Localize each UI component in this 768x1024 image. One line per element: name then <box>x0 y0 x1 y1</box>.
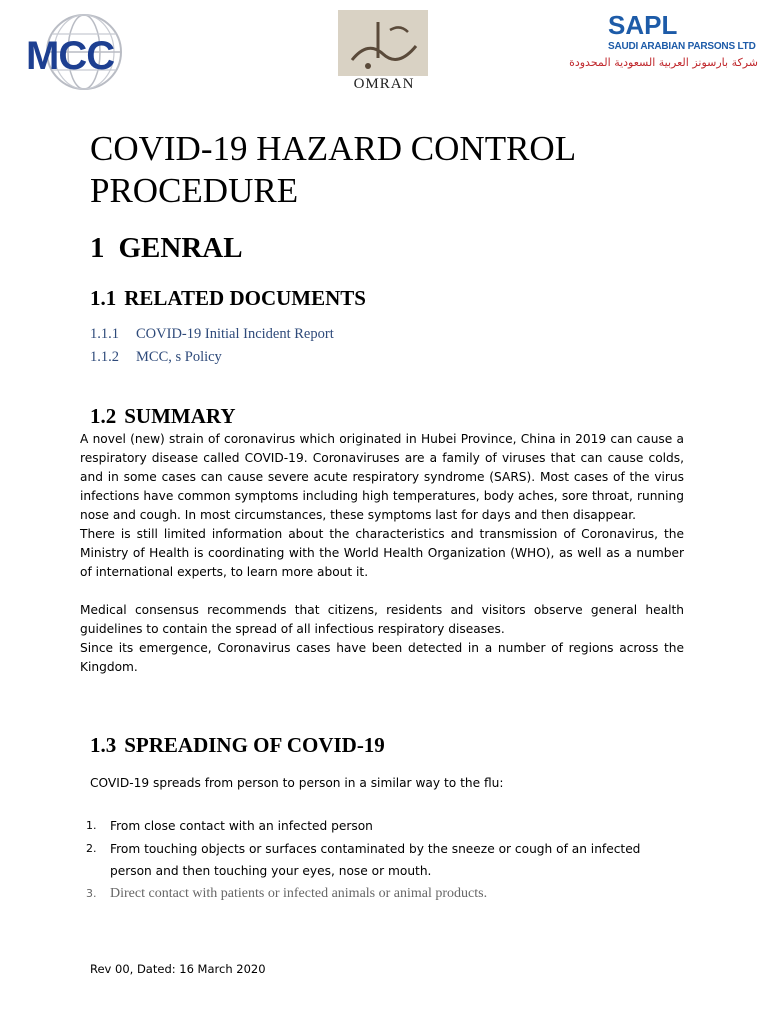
section-title: SPREADING OF COVID-19 <box>124 733 385 757</box>
mcc-logo <box>22 12 138 92</box>
section-1-1-heading <box>90 286 366 311</box>
list-item <box>86 883 666 906</box>
section-title: SUMMARY <box>124 404 236 428</box>
list-item <box>86 838 666 883</box>
section-1-heading <box>90 232 243 265</box>
section-number: 1.1 <box>90 286 117 310</box>
summary-text <box>80 430 684 677</box>
omran-emblem <box>338 10 428 76</box>
related-doc-item <box>90 349 222 366</box>
summary-paragraph: Since its emergence, Coronavirus cases have been detected in a number of regions across the Kingdom. <box>80 641 684 674</box>
list-number: 2. <box>86 841 97 855</box>
list-item <box>86 815 666 838</box>
sapl-logo-text: SAPL <box>608 10 678 40</box>
summary-paragraph: Medical consensus recommends that citizens, residents and visitors observe general health guidelines to contain the spread of all infectious respiratory diseases. <box>80 603 684 636</box>
item-number: 1.1.2 <box>90 349 119 365</box>
section-number: 1.3 <box>90 733 117 757</box>
sapl-company-name: SAUDI ARABIAN PARSONS LTD <box>608 41 756 52</box>
related-doc-item <box>90 326 334 343</box>
spreading-list <box>86 815 666 905</box>
document-title: COVID-19 HAZARD CONTROL PROCEDURE <box>90 129 575 210</box>
section-number: 1 <box>90 232 105 264</box>
mcc-logo-text: MCC <box>26 34 115 78</box>
list-number: 3. <box>86 886 97 900</box>
list-text: From touching objects or surfaces contaminated by the sneeze or cough of an infected person and then touching your eyes, nose or mouth. <box>110 841 641 878</box>
list-text: Direct contact with patients or infected animals or animal products. <box>110 885 488 901</box>
summary-paragraph: A novel (new) strain of coronavirus which originated in Hubei Province, China in 2019 can cause a respiratory disease called COVID-19. Coronaviruses are a family of viruses that can cause colds, and in some cases can cause severe acute respiratory syndrome (SARS). Most cases of the virus infections have common symptoms including high temperatures, body aches, sore throat, running nose and cough. In most circumstances, these symptoms last for days and then disappear. <box>80 432 684 522</box>
spreading-intro: COVID-19 spreads from person to person in a similar way to the flu: <box>90 776 504 790</box>
sapl-arabic-name: شركة بارسونز العربية السعودية المحدودة <box>569 56 758 69</box>
section-number: 1.2 <box>90 404 117 428</box>
omran-logo <box>336 10 432 96</box>
list-number: 1. <box>86 819 97 832</box>
item-text: COVID-19 Initial Incident Report <box>136 326 334 342</box>
sapl-logo <box>569 10 760 82</box>
section-title: GENRAL <box>118 232 243 264</box>
list-text: From close contact with an infected person <box>110 819 373 833</box>
item-text: MCC, s Policy <box>136 349 222 365</box>
section-title: RELATED DOCUMENTS <box>124 286 366 310</box>
omran-logo-text: OMRAN <box>353 76 415 92</box>
summary-paragraph: There is still limited information about the characteristics and transmission of Coronavirus, the Ministry of Health is coordinating with the World Health Organization (WHO), as well as a number of international experts, to learn more about it. <box>80 527 684 579</box>
section-1-2-heading <box>90 404 236 429</box>
section-1-3-heading <box>90 733 385 758</box>
revision-footer: Rev 00, Dated: 16 March 2020 <box>90 962 266 976</box>
item-number: 1.1.1 <box>90 326 119 342</box>
